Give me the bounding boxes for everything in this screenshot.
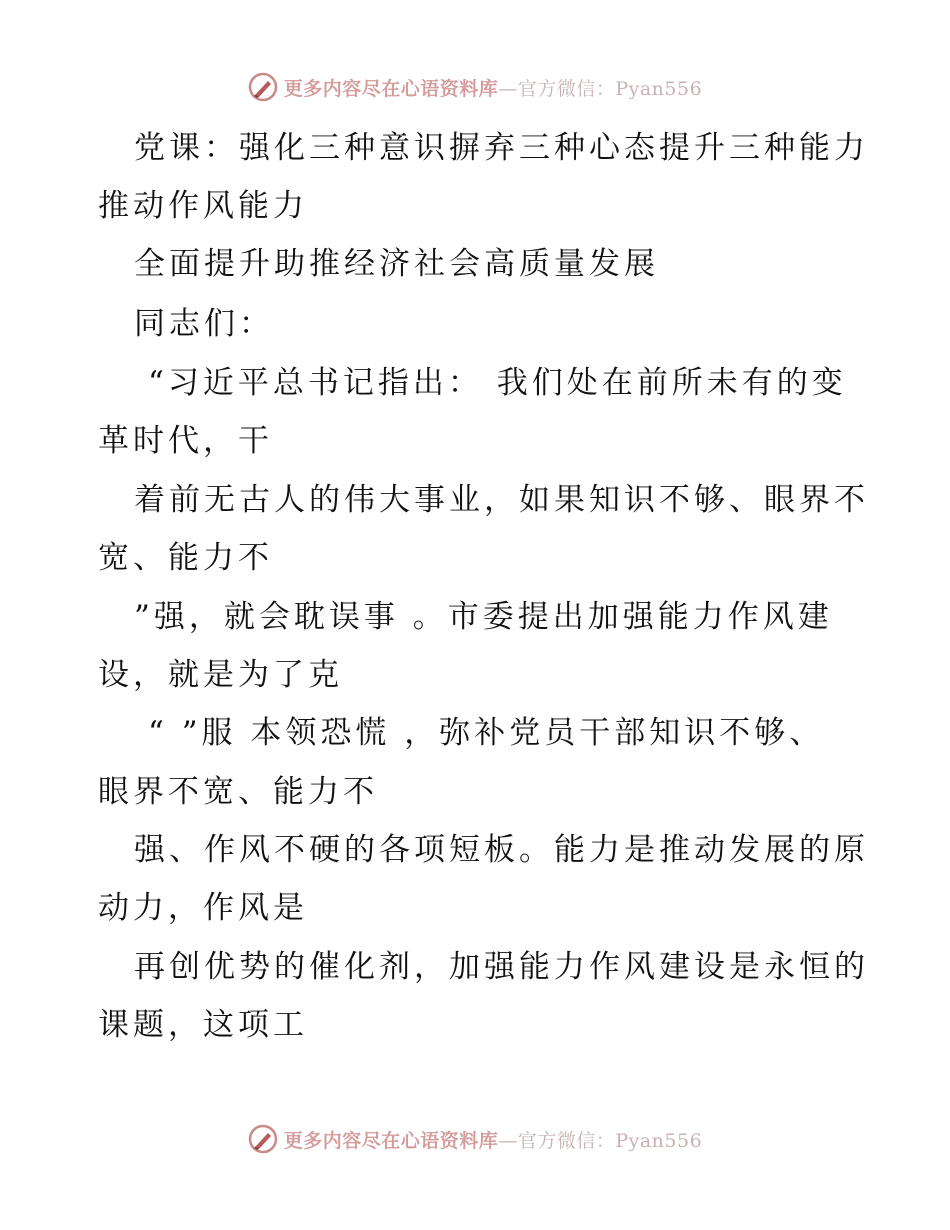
document-line: 眼界不宽、能力不 bbox=[98, 774, 378, 810]
watermark-brand: 更多内容尽在心语资料库 bbox=[283, 1129, 499, 1152]
document-line: ”强，就会耽误事 。市委提出加强能力作风建 bbox=[134, 599, 833, 635]
watermark-text bbox=[284, 74, 702, 101]
footer-watermark bbox=[0, 1124, 950, 1154]
document-line: “ ”服 本领恐慌 ，弥补党员干部知识不够、 bbox=[148, 715, 825, 751]
document-line: 强、作风不硬的各项短板。能力是推动发展的原 bbox=[134, 832, 869, 868]
header-watermark bbox=[0, 72, 950, 102]
watermark-brand: 更多内容尽在心语资料库 bbox=[283, 77, 499, 100]
pen-logo-icon bbox=[248, 72, 278, 102]
document-line: 宽、能力不 bbox=[98, 540, 273, 576]
pen-logo-icon bbox=[248, 1124, 278, 1154]
document-line: “习近平总书记指出： 我们处在前所未有的变 bbox=[148, 365, 847, 401]
document-line: 设，就是为了克 bbox=[98, 657, 343, 693]
watermark-separator: — bbox=[498, 1129, 518, 1152]
document-line: 革时代，干 bbox=[98, 423, 273, 459]
watermark-account-label: 官方微信： bbox=[517, 77, 616, 100]
document-line: 同志们： bbox=[134, 306, 274, 342]
document-line: 着前无古人的伟大事业，如果知识不够、眼界不 bbox=[134, 482, 869, 518]
watermark-text bbox=[284, 1126, 702, 1153]
document-line: 再创优势的催化剂，加强能力作风建设是永恒的 bbox=[134, 949, 869, 985]
watermark-separator: — bbox=[498, 77, 518, 100]
document-line: 党课：强化三种意识摒弃三种心态提升三种能力 bbox=[134, 130, 869, 166]
document-line: 全面提升助推经济社会高质量发展 bbox=[134, 246, 659, 282]
document-line: 动力，作风是 bbox=[98, 890, 308, 926]
watermark-account-id: Pyan556 bbox=[615, 77, 703, 100]
document-line: 推动作风能力 bbox=[98, 188, 308, 224]
watermark-account-label: 官方微信： bbox=[517, 1129, 616, 1152]
watermark-account-id: Pyan556 bbox=[615, 1129, 703, 1152]
document-line: 课题，这项工 bbox=[98, 1007, 308, 1043]
